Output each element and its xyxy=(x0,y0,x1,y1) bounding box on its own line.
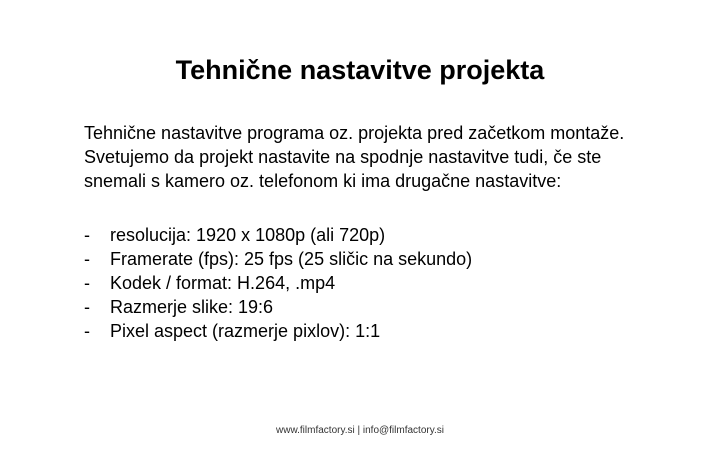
intro-line: snemali s kamero oz. telefonom ki ima drugačne nastavitve: xyxy=(84,171,562,191)
bullet-dash: - xyxy=(84,321,90,341)
settings-item-text: Kodek / format: H.264, .mp4 xyxy=(110,273,336,293)
settings-item-pixel-aspect xyxy=(84,319,644,343)
intro-paragraph xyxy=(84,121,684,193)
settings-item-framerate xyxy=(84,247,644,271)
settings-item-text: Razmerje slike: 19:6 xyxy=(110,297,274,317)
settings-item-codec xyxy=(84,271,644,295)
bullet-dash: - xyxy=(84,273,90,293)
intro-line: Svetujemo da projekt nastavite na spodnje nastavitve tudi, če ste xyxy=(84,147,602,167)
bullet-dash: - xyxy=(84,249,90,269)
settings-item-aspect-ratio xyxy=(84,295,644,319)
settings-item-resolution xyxy=(84,223,644,247)
settings-item-text: Framerate (fps): 25 fps (25 sličic na sekundo) xyxy=(110,249,473,269)
bullet-dash: - xyxy=(84,297,90,317)
bullet-dash: - xyxy=(84,225,90,245)
slide-title: Tehnične nastavitve projekta xyxy=(175,55,545,85)
intro-line: Tehnične nastavitve programa oz. projekta pred začetkom montaže. xyxy=(84,123,625,143)
settings-list xyxy=(84,223,644,343)
settings-item-text: resolucija: 1920 x 1080p (ali 720p) xyxy=(110,225,386,245)
settings-item-text: Pixel aspect (razmerje pixlov): 1:1 xyxy=(110,321,381,341)
footer-contact: www.filmfactory.si | info@filmfactory.si xyxy=(276,425,444,436)
